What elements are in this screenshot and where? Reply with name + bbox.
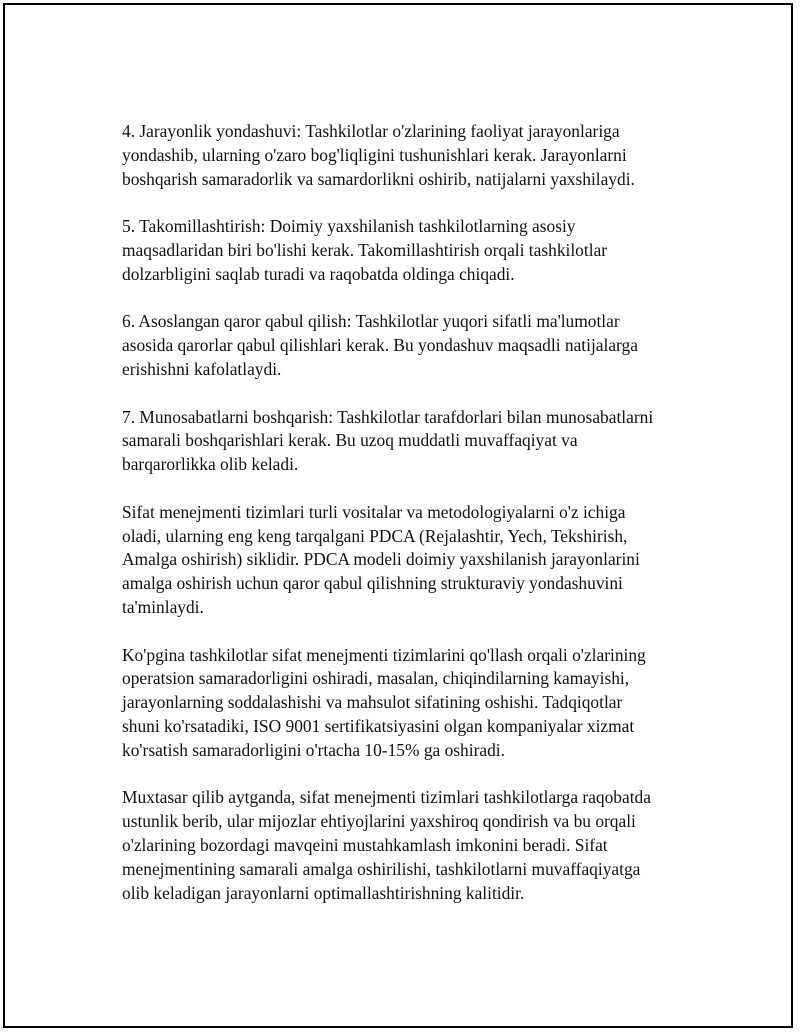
paragraph-conclusion [122, 786, 702, 905]
text-line: barqarorlikka olib keladi. [122, 454, 299, 475]
text-line: erishishni kafolatlaydi. [122, 358, 282, 379]
paragraph-operational-efficiency [122, 644, 702, 763]
text-line: olib keladigan jarayonlarni optimallashtirishning kalitidir. [122, 882, 525, 903]
text-line: ta'minlaydi. [122, 596, 204, 617]
document-body [122, 120, 702, 929]
text-line: Amalga oshirish) siklidir. PDCA modeli doimiy yaxshilanish jarayonlarini [122, 549, 640, 570]
paragraph-pdca [122, 501, 702, 620]
paragraph-evidence-based-decisions [122, 310, 702, 381]
text-line: shuni ko'rsatadiki, ISO 9001 sertifikatsiyasini olgan kompaniyalar xizmat [122, 715, 635, 736]
text-line: ko'rsatish samaradorligini o'rtacha 10-15% ga oshiradi. [122, 739, 505, 760]
text-line: dolzarbligini saqlab turadi va raqobatda oldinga chiqadi. [122, 263, 515, 284]
text-line: boshqarish samaradorlik va samardorlikni oshirib, natijalarni yaxshilaydi. [122, 168, 635, 189]
text-line: amalga oshirish uchun qaror qabul qilishning strukturaviy yondashuvini [122, 573, 623, 594]
text-line: menejmentining samarali amalga oshirilishi, tashkilotlarni muvaffaqiyatga [122, 858, 641, 879]
paragraph-relationship-management [122, 406, 702, 477]
text-line: samarali boshqarishlari kerak. Bu uzoq muddatli muvaffaqiyat va [122, 430, 578, 451]
text-line: 6. Asoslangan qaror qabul qilish: Tashkilotlar yuqori sifatli ma'lumotlar [122, 311, 620, 332]
text-line: Ko'pgina tashkilotlar sifat menejmenti tizimlarini qo'llash orqali o'zlarining [122, 644, 646, 665]
text-line: o'zlarining bozordagi mavqeini mustahkamlash imkonini beradi. Sifat [122, 834, 608, 855]
text-line: ustunlik berib, ular mijozlar ehtiyojlarini yaxshiroq qondirish va bu orqali [122, 811, 636, 832]
text-line: 4. Jarayonlik yondashuvi: Tashkilotlar o'zlarining faoliyat jarayonlariga [122, 121, 620, 141]
text-line: asosida qarorlar qabul qilishlari kerak. Bu yondashuv maqsadli natijalarga [122, 335, 638, 356]
text-line: 5. Takomillashtirish: Doimiy yaxshilanish tashkilotlarning asosiy [122, 216, 576, 237]
text-line: Sifat menejmenti tizimlari turli vositalar va metodologiyalarni o'z ichiga [122, 501, 626, 522]
text-line: Muxtasar qilib aytganda, sifat menejmenti tizimlari tashkilotlarga raqobatda [122, 787, 651, 808]
text-line: 7. Munosabatlarni boshqarish: Tashkilotlar tarafdorlari bilan munosabatlarni [122, 406, 654, 427]
paragraph-improvement [122, 215, 702, 286]
text-line: jarayonlarning soddalashishi va mahsulot sifatining oshishi. Tadqiqotlar [122, 692, 623, 713]
text-line: yondashib, ularning o'zaro bog'liqligini tushunishlari kerak. Jarayonlarni [122, 144, 627, 165]
page-frame [3, 3, 793, 1028]
text-line: operatsion samaradorligini oshiradi, masalan, chiqindilarning kamayishi, [122, 668, 630, 689]
text-line: oladi, ularning eng keng tarqalgani PDCA (Rejalashtir, Yech, Tekshirish, [122, 525, 628, 546]
text-line: maqsadlaridan biri bo'lishi kerak. Takomillashtirish orqali tashkilotlar [122, 239, 608, 260]
paragraph-process-approach [122, 120, 702, 191]
